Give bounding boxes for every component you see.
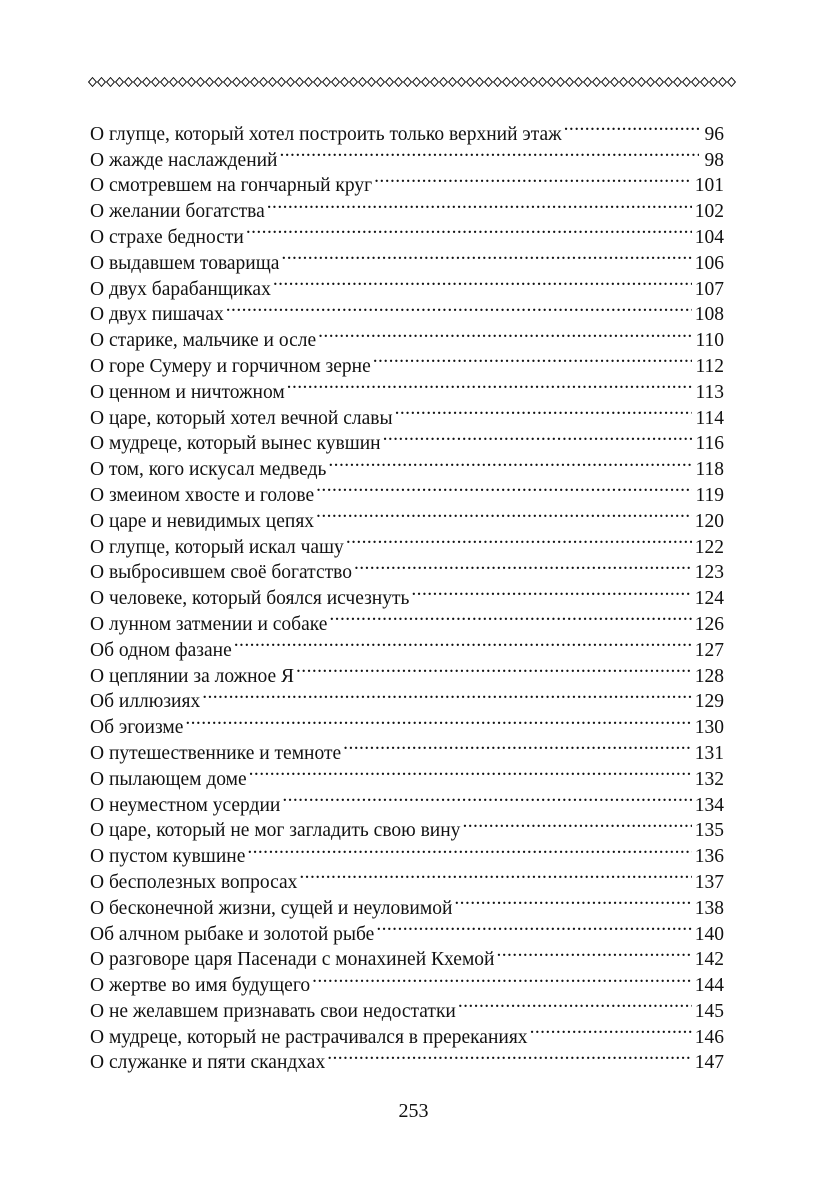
diamond-icon bbox=[467, 78, 475, 87]
toc-entry-title: О желании богатства bbox=[90, 201, 265, 223]
toc-entry-page: 128 bbox=[694, 665, 724, 687]
diamond-icon bbox=[521, 78, 529, 87]
diamond-icon bbox=[539, 78, 547, 87]
toc-leader-dots bbox=[185, 707, 691, 733]
toc-entry-title: О глупце, который искал чашу bbox=[90, 536, 344, 558]
toc-entry-page: 140 bbox=[694, 923, 724, 945]
diamond-icon bbox=[197, 78, 205, 87]
diamond-icon bbox=[701, 78, 709, 87]
toc-entry-page: 142 bbox=[694, 949, 724, 971]
toc-entry-title: О царе и невидимых цепях bbox=[90, 510, 315, 532]
diamond-icon bbox=[647, 78, 655, 87]
toc-entry-title: О двух пишачах bbox=[90, 304, 224, 326]
toc-entry-page: 137 bbox=[694, 871, 724, 893]
toc-leader-dots bbox=[376, 914, 691, 940]
toc-entry-page: 114 bbox=[695, 407, 724, 429]
diamond-icon bbox=[377, 78, 385, 87]
diamond-icon bbox=[629, 78, 637, 87]
toc-entry-page: 106 bbox=[694, 252, 724, 274]
diamond-icon bbox=[233, 78, 241, 87]
diamond-icon bbox=[476, 78, 484, 87]
toc-entry-title: О царе, который не мог загладить свою вину bbox=[90, 820, 461, 842]
diamond-icon bbox=[170, 78, 178, 87]
toc-entry-title: О бесконечной жизни, сущей и неуловимой bbox=[90, 897, 453, 919]
diamond-icon bbox=[350, 78, 358, 87]
toc-leader-dots bbox=[395, 398, 693, 424]
diamond-icon bbox=[422, 78, 430, 87]
toc-entry-page: 108 bbox=[694, 304, 724, 326]
diamond-icon bbox=[368, 78, 376, 87]
toc-entry-title: О разговоре царя Пасенади с монахиней Кхемой bbox=[90, 949, 495, 971]
diamond-icon bbox=[116, 78, 124, 87]
diamond-icon bbox=[656, 78, 664, 87]
toc-entry-title: О страхе бедности bbox=[90, 226, 244, 248]
toc-entry-page: 129 bbox=[694, 691, 724, 713]
diamond-icon bbox=[683, 78, 691, 87]
toc-leader-dots bbox=[280, 140, 700, 166]
toc-entry-page: 136 bbox=[694, 846, 724, 868]
toc-entry-title: Об эгоизме bbox=[90, 717, 184, 739]
toc-entry-page: 116 bbox=[695, 433, 724, 455]
toc-entry-title: О змеином хвосте и голове bbox=[90, 484, 315, 506]
toc-entry-title: О цеплянии за ложное Я bbox=[90, 665, 295, 687]
toc-leader-dots bbox=[354, 553, 692, 579]
toc-entry-title: О смотревшем на гончарный круг bbox=[90, 175, 373, 197]
toc-entry-title: Об одном фазане bbox=[90, 639, 232, 661]
toc-entry-title: О неуместном усердии bbox=[90, 794, 281, 816]
diamond-icon bbox=[386, 78, 394, 87]
toc-entry-page: 126 bbox=[694, 613, 724, 635]
toc-leader-dots bbox=[343, 733, 692, 759]
diamond-icon bbox=[458, 78, 466, 87]
diamond-icon bbox=[413, 78, 421, 87]
toc-leader-dots bbox=[318, 320, 692, 346]
toc-leader-dots bbox=[316, 475, 692, 501]
toc-entry-title: О жертве во имя будущего bbox=[90, 975, 311, 997]
toc-leader-dots bbox=[383, 424, 693, 450]
toc-entry-page: 122 bbox=[694, 536, 724, 558]
diamond-icon bbox=[548, 78, 556, 87]
toc-entry-title: О лунном затмении и собаке bbox=[90, 613, 328, 635]
toc-leader-dots bbox=[267, 191, 692, 217]
toc-entry-title: О глупце, который хотел построить только верхний этаж bbox=[90, 123, 562, 145]
toc-entry[interactable] bbox=[90, 733, 724, 764]
toc-entry-title: О пустом кувшине bbox=[90, 846, 246, 868]
toc-entry-page: 113 bbox=[695, 381, 724, 403]
diamond-icon bbox=[278, 78, 286, 87]
diamond-icon bbox=[332, 78, 340, 87]
diamond-icon bbox=[584, 78, 592, 87]
toc-leader-dots bbox=[496, 940, 691, 966]
toc-entry-title: О выбросившем своё богатство bbox=[90, 562, 352, 584]
toc-leader-dots bbox=[374, 166, 692, 192]
diamond-icon bbox=[359, 78, 367, 87]
table-of-contents bbox=[90, 114, 724, 1074]
toc-entry-page: 135 bbox=[694, 820, 724, 842]
toc-entry-page: 107 bbox=[694, 278, 724, 300]
diamond-icon bbox=[395, 78, 403, 87]
toc-entry-page: 102 bbox=[694, 201, 724, 223]
diamond-icon bbox=[404, 78, 412, 87]
diamond-icon bbox=[242, 78, 250, 87]
diamond-icon bbox=[251, 78, 259, 87]
toc-entry-page: 124 bbox=[694, 588, 724, 610]
toc-leader-dots bbox=[312, 965, 692, 991]
toc-entry-title: О выдавшем товарища bbox=[90, 252, 280, 274]
toc-entry-title: О жажде наслаждений bbox=[90, 149, 278, 171]
diamond-icon bbox=[557, 78, 565, 87]
diamond-icon bbox=[341, 78, 349, 87]
diamond-icon bbox=[575, 78, 583, 87]
diamond-icon bbox=[431, 78, 439, 87]
toc-entry-title: О не желавшем признавать свои недостатки bbox=[90, 1000, 456, 1022]
diamond-icon bbox=[440, 78, 448, 87]
toc-leader-dots bbox=[281, 243, 691, 269]
toc-entry-page: 118 bbox=[695, 459, 724, 481]
diamond-icon bbox=[638, 78, 646, 87]
toc-entry[interactable] bbox=[90, 707, 724, 739]
toc-entry-title: Об иллюзиях bbox=[90, 691, 201, 713]
toc-entry-page: 146 bbox=[694, 1026, 724, 1048]
toc-leader-dots bbox=[299, 862, 691, 888]
diamond-icon bbox=[134, 78, 142, 87]
diamond-icon bbox=[152, 78, 160, 87]
toc-entry-title: О служанке и пяти скандхах bbox=[90, 1052, 326, 1074]
toc-leader-dots bbox=[327, 1043, 692, 1069]
toc-entry-page: 145 bbox=[694, 1000, 724, 1022]
diamond-icon bbox=[125, 78, 133, 87]
toc-entry-title: О том, кого искусал медведь bbox=[90, 459, 327, 481]
diamond-icon bbox=[503, 78, 511, 87]
toc-entry-title: О бесполезных вопросах bbox=[90, 871, 298, 893]
diamond-icon bbox=[665, 78, 673, 87]
diamond-icon bbox=[314, 78, 322, 87]
diamond-icon bbox=[728, 78, 736, 87]
toc-entry-page: 119 bbox=[695, 484, 724, 506]
diamond-icon bbox=[323, 78, 331, 87]
toc-entry-page: 132 bbox=[694, 768, 724, 790]
diamond-chain-ornament bbox=[88, 74, 740, 90]
toc-entry-title: О горе Сумеру и горчичном зерне bbox=[90, 355, 371, 377]
toc-leader-dots bbox=[246, 217, 692, 243]
diamond-icon bbox=[287, 78, 295, 87]
toc-entry-title: Об алчном рыбаке и золотой рыбе bbox=[90, 923, 375, 945]
diamond-icon bbox=[98, 78, 106, 87]
diamond-icon bbox=[485, 78, 493, 87]
diamond-icon bbox=[674, 78, 682, 87]
toc-entry-page: 123 bbox=[694, 562, 724, 584]
toc-entry-title: О двух барабанщиках bbox=[90, 278, 271, 300]
toc-entry-page: 130 bbox=[694, 717, 724, 739]
toc-entry-title: О мудреце, который вынес кувшин bbox=[90, 433, 381, 455]
toc-leader-dots bbox=[296, 656, 692, 682]
diamond-icon bbox=[620, 78, 628, 87]
diamond-icon bbox=[566, 78, 574, 87]
toc-leader-dots bbox=[454, 888, 691, 914]
page-number: 253 bbox=[398, 1100, 429, 1122]
diamond-icon bbox=[269, 78, 277, 87]
toc-leader-dots bbox=[316, 501, 692, 527]
toc-entry-title: О ценном и ничтожном bbox=[90, 381, 285, 403]
toc-entry-title: О человеке, который боялся исчезнуть bbox=[90, 588, 410, 610]
toc-entry-title: О царе, который хотел вечной славы bbox=[90, 407, 393, 429]
diamond-icon bbox=[512, 78, 520, 87]
toc-entry-page: 101 bbox=[694, 175, 724, 197]
toc-leader-dots bbox=[202, 682, 692, 708]
toc-leader-dots bbox=[329, 604, 691, 630]
toc-entry-page: 127 bbox=[694, 639, 724, 661]
toc-leader-dots bbox=[462, 811, 691, 837]
diamond-icon bbox=[494, 78, 502, 87]
toc-entry-page: 104 bbox=[694, 226, 724, 248]
diamond-icon bbox=[188, 78, 196, 87]
toc-leader-dots bbox=[247, 836, 691, 862]
toc-leader-dots bbox=[282, 785, 691, 811]
diamond-icon bbox=[710, 78, 718, 87]
diamond-icon bbox=[530, 78, 538, 87]
toc-leader-dots bbox=[458, 991, 692, 1017]
diamond-icon bbox=[161, 78, 169, 87]
toc-leader-dots bbox=[234, 630, 692, 656]
toc-leader-dots bbox=[328, 449, 692, 475]
toc-entry-page: 110 bbox=[695, 330, 724, 352]
toc-leader-dots bbox=[273, 269, 692, 295]
diamond-icon bbox=[206, 78, 214, 87]
toc-entry-page: 138 bbox=[694, 897, 724, 919]
toc-entry-title: О старике, мальчике и осле bbox=[90, 330, 317, 352]
diamond-icon bbox=[593, 78, 601, 87]
diamond-icon bbox=[143, 78, 151, 87]
toc-leader-dots bbox=[411, 578, 691, 604]
diamond-icon bbox=[107, 78, 115, 87]
diamond-icon bbox=[719, 78, 727, 87]
toc-entry-page: 131 bbox=[694, 742, 724, 764]
diamond-icon bbox=[305, 78, 313, 87]
diamond-icon bbox=[611, 78, 619, 87]
diamond-icon bbox=[224, 78, 232, 87]
toc-leader-dots bbox=[287, 372, 693, 398]
toc-leader-dots bbox=[530, 1017, 692, 1043]
toc-leader-dots bbox=[564, 114, 699, 140]
toc-leader-dots bbox=[249, 759, 692, 785]
toc-entry[interactable] bbox=[90, 114, 724, 145]
diamond-icon bbox=[602, 78, 610, 87]
diamond-icon bbox=[692, 78, 700, 87]
toc-entry-page: 96 bbox=[704, 123, 724, 145]
diamond-icon bbox=[179, 78, 187, 87]
toc-leader-dots bbox=[373, 346, 693, 372]
diamond-icon bbox=[449, 78, 457, 87]
diamond-icon bbox=[89, 78, 97, 87]
toc-entry-page: 112 bbox=[695, 355, 724, 377]
toc-entry-title: О путешественнике и темноте bbox=[90, 742, 342, 764]
toc-entry-page: 120 bbox=[694, 510, 724, 532]
toc-entry-page: 144 bbox=[694, 975, 724, 997]
diamond-icon bbox=[215, 78, 223, 87]
toc-leader-dots bbox=[346, 527, 692, 553]
diamond-icon bbox=[296, 78, 304, 87]
toc-leader-dots bbox=[226, 295, 692, 321]
toc-entry-page: 98 bbox=[704, 149, 724, 171]
toc-entry-page: 147 bbox=[694, 1052, 724, 1074]
diamond-icon bbox=[260, 78, 268, 87]
toc-entry-title: О мудреце, который не растрачивался в пререканиях bbox=[90, 1026, 528, 1048]
toc-entry-page: 134 bbox=[694, 794, 724, 816]
toc-entry-title: О пылающем доме bbox=[90, 768, 247, 790]
